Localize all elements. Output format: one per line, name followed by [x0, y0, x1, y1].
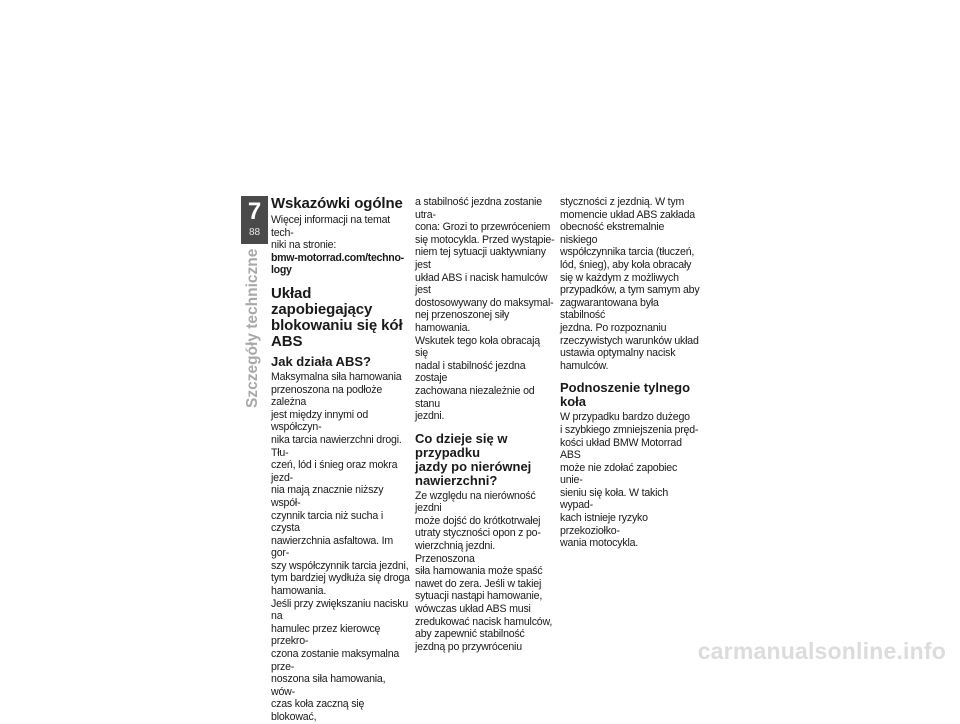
heading-rear-wheel-lift: Podnoszenie tylnego koła — [560, 380, 691, 410]
heading-uneven-surface: Co dzieje się w przypadku jazdy po nierównej nawierzchni? — [415, 430, 532, 488]
paragraph-general: Więcej informacji na temat tech- niki na stronie: — [271, 214, 391, 252]
text-column-1 — [271, 196, 411, 724]
chapter-tab — [241, 196, 268, 244]
section-label: Szczegóły techniczne — [244, 248, 261, 408]
paragraph-rear-wheel-lift: W przypadku bardzo dużego i szybkiego zmniejszenia pręd- kości układ BMW Motorrad ABS może nie zdołać zapobiec unie- sieniu się koła. W takich wypad- kach istnieje ryzyko przekoziołko- wania motocykla. — [560, 411, 699, 550]
paragraph-how-abs-works: Maksymalna siła hamowania przenoszona na podłoże zależna jest między innymi od współczyn- nika tarcia nawierzchni drogi. Tłu- czeń, lód i śnieg oraz mokra jezd- nia mają znacznie niższy współ- czynnik tarcia niż sucha i czysta nawierzchnia asfaltowa. Im gor- szy współczynnik tarcia jezdni, tym bardziej wydłuża się droga hamowania. Jeśli przy zwiększaniu nacisku na hamulec przez kierowcę przekro- czona zostanie maksymalna prze- noszona siła hamowania, wów- czas koła zaczną się blokować, — [271, 370, 410, 723]
page-number: 88 — [248, 227, 261, 238]
text-column-2 — [415, 196, 555, 653]
heading-abs: Układ zapobiegający blokowaniu się kół ABS — [271, 284, 403, 350]
heading-general: Wskazówki ogólne — [271, 195, 403, 212]
paragraph-uneven-surface: Ze względu na nierówność jezdni może dojść do krótkotrwałej utraty styczności opon z po- wierzchnią jezdni. Przenoszona siła hamowania może spaść nawet do zera. Jeśli w takiej sytuacji nastąpi hamowanie, wówczas układ ABS musi zredukować nacisk hamulców, aby zapewnić stabilność jezdną po przywróceniu — [415, 489, 553, 653]
chapter-number: 7 — [247, 198, 262, 225]
text-column-3 — [560, 196, 700, 550]
paragraph-uneven-continued: styczności z jezdnią. W tym momencie układ ABS zakłada obecność ekstremalnie niskiego współczynnika tarcia (tłuczeń, lód, śnieg), aby koła obracały się w każdym z możliwych przypadków, a tym samym aby zagwarantowana była stabilność jezdna. Po rozpoznaniu rzeczywistych warunków układ ustawia optymalny nacisk hamulców. — [560, 196, 700, 372]
watermark: carmanualsonline.info — [697, 638, 946, 664]
heading-how-abs-works: Jak działa ABS? — [271, 353, 371, 369]
paragraph-abs-continued: a stabilność jezdna zostanie utra- cona: Grozi to przewróceniem się motocykla. Przed wystąpie- niem tej sytuacji uaktywniany jest układ ABS i nacisk hamulców jest dostosowywany do maksymal- nej przenoszonej siły hamowania. Wskutek tego koła obracają się nadal i stabilność jezdna zostaje zachowana niezależnie od stanu jezdni. — [415, 196, 555, 423]
website-link[interactable]: bmw-motorrad.com/techno- logy — [271, 251, 404, 277]
